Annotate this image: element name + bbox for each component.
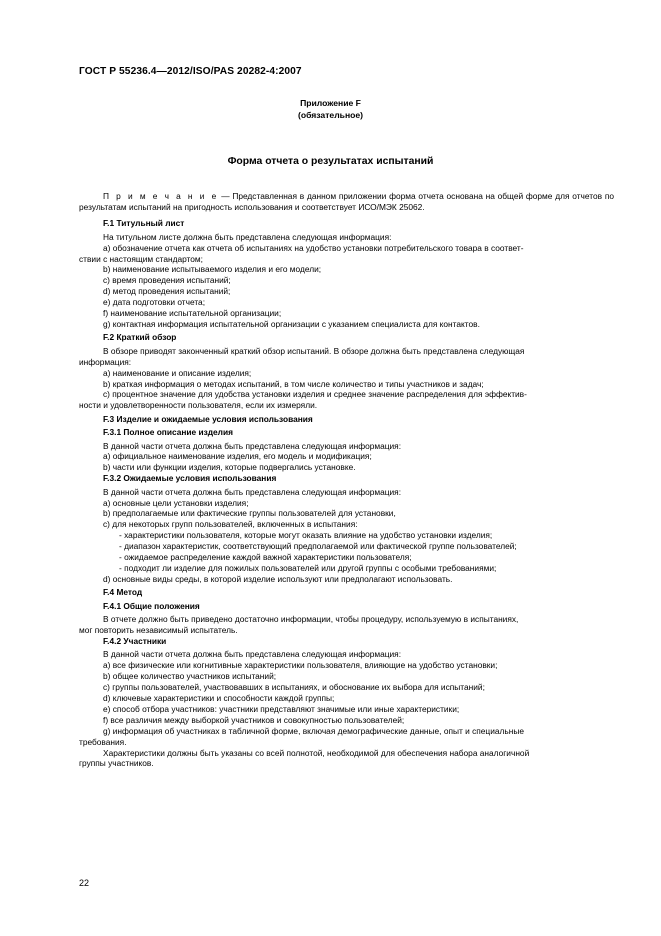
f32-dash-2: - диапазон характеристик, соответствующий предполагаемой или фактической группе пользователей; <box>119 541 517 552</box>
note-text: — Представленная в данном приложении форма отчета основана на общей форме для отчетов по результатам испытаний на пригодность использования и соответствует ИСО/МЭК 25062. <box>79 191 614 212</box>
note-word: П р и м е ч а н и е <box>103 191 219 201</box>
f42-item-e: e) способ отбора участников: участники представляют значимые или иные характеристики; <box>103 703 460 714</box>
f1-item-d: d) метод проведения испытаний; <box>103 286 231 297</box>
f1-intro: На титульном листе должна быть представлена следующая информация: <box>103 231 392 242</box>
f2-item-a: a) наименование и описание изделия; <box>103 367 252 378</box>
f42-item-g: g) информация об участниках в табличной форме, включая демографические данные, опыт и специальные <box>103 725 524 736</box>
f1-item-g: g) контактная информация испытательной организации с указанием специалиста для контактов. <box>103 318 480 329</box>
f32-item-c: c) для некоторых групп пользователей, включенных в испытания: <box>103 519 358 530</box>
section-f41-heading: F.4.1 Общие положения <box>103 600 200 611</box>
f42-item-a: a) все физические или когнитивные характеристики пользователя, влияющие на удобство установки; <box>103 660 498 671</box>
f42-intro: В данной части отчета должна быть представлена следующая информация: <box>103 649 402 660</box>
f42-item-f: f) все различия между выборкой участников и совокупностью пользователей; <box>103 714 405 725</box>
f32-dash-4: - подходит ли изделие для пожилых пользователей или другой группы с особыми требованиями; <box>119 563 497 573</box>
annex-label: Приложение F <box>300 98 361 108</box>
f1-item-c: c) время проведения испытаний; <box>103 275 231 286</box>
section-f42-heading: F.4.2 Участники <box>103 635 167 646</box>
closing-paragraph: Характеристики должны быть указаны со всей полнотой, необходимой для обеспечения набора аналогичной <box>103 747 530 758</box>
document-body <box>79 191 614 769</box>
f31-item-a: a) официальное наименование изделия, его модель и модификация; <box>103 451 372 462</box>
f2-item-b: b) краткая информация о методах испытаний, в том числе количество и типы участников и задач; <box>103 378 484 389</box>
annex-status: (обязательное) <box>297 110 364 120</box>
f31-item-b: b) части или функции изделия, которые подвергались установке. <box>103 462 356 473</box>
f32-intro: В данной части отчета должна быть представлена следующая информация: <box>103 486 402 497</box>
section-f4-heading: F.4 Метод <box>103 587 143 598</box>
f1-item-b: b) наименование испытываемого изделия и его модели; <box>103 264 322 275</box>
page-number: 22 <box>79 878 90 888</box>
page-title: Форма отчета о результатах испытаний <box>227 156 434 167</box>
f42-item-d: d) ключевые характеристики и способности каждой группы; <box>103 692 335 703</box>
f42-item-g-cont: требования. <box>79 736 127 747</box>
f1-item-e: e) дата подготовки отчета; <box>103 297 206 308</box>
f42-item-c: c) группы пользователей, участвовавших в испытаниях, и обоснование их выбора для испытаний; <box>103 682 485 693</box>
f2-intro-cont: информация: <box>79 356 132 367</box>
f32-dash-3: - ожидаемое распределение каждой важной характеристики пользователя; <box>119 552 412 563</box>
f32-item-a: a) основные цели установки изделия; <box>103 497 249 508</box>
note-paragraph <box>79 191 614 213</box>
f1-item-a: a) обозначение отчета как отчета об испытаниях на удобство установки потребительского товара в соответ- <box>103 242 524 253</box>
f41-text: В отчете должно быть приведено достаточно информации, чтобы процедуру, используемую в испытаниях, <box>103 614 519 625</box>
f32-item-d: d) основные виды среды, в которой изделие используют или предполагают использовать. <box>103 573 453 584</box>
f32-dash-1: - характеристики пользователя, которые могут оказать влияние на удобство установки изделия; <box>119 530 493 541</box>
section-f2-heading: F.2 Краткий обзор <box>103 332 177 343</box>
section-f31-heading: F.3.1 Полное описание изделия <box>103 427 233 438</box>
f42-item-b: b) общее количество участников испытаний; <box>103 671 277 682</box>
f41-text-cont: мог повторить независимый испытатель. <box>79 625 238 636</box>
f31-intro: В данной части отчета должна быть представлена следующая информация: <box>103 440 402 451</box>
section-f3-heading: F.3 Изделие и ожидаемые условия использования <box>103 413 313 424</box>
standard-code-header: ГОСТ Р 55236.4—2012/ISO/PAS 20282-4:2007 <box>79 66 302 77</box>
f2-item-c: c) процентное значение для удобства установки изделия и среднее значение распределения для эффектив- <box>103 389 527 400</box>
closing-paragraph-cont: группы участников. <box>79 758 154 769</box>
f2-item-c-cont: ности и удовлетворенности пользователя, если их измеряли. <box>79 400 318 411</box>
section-f32-heading: F.3.2 Ожидаемые условия использования <box>103 473 277 484</box>
f1-item-a-cont: ствии с настоящим стандартом; <box>79 253 203 264</box>
f1-item-f: f) наименование испытательной организации; <box>103 308 282 319</box>
f2-intro: В обзоре приводят законченный краткий обзор испытаний. В обзоре должна быть представлена следующая <box>103 345 525 356</box>
section-f1-heading: F.1 Титульный лист <box>103 218 185 229</box>
f32-item-b: b) предполагаемые или фактические группы пользователей для установки, <box>103 508 396 519</box>
